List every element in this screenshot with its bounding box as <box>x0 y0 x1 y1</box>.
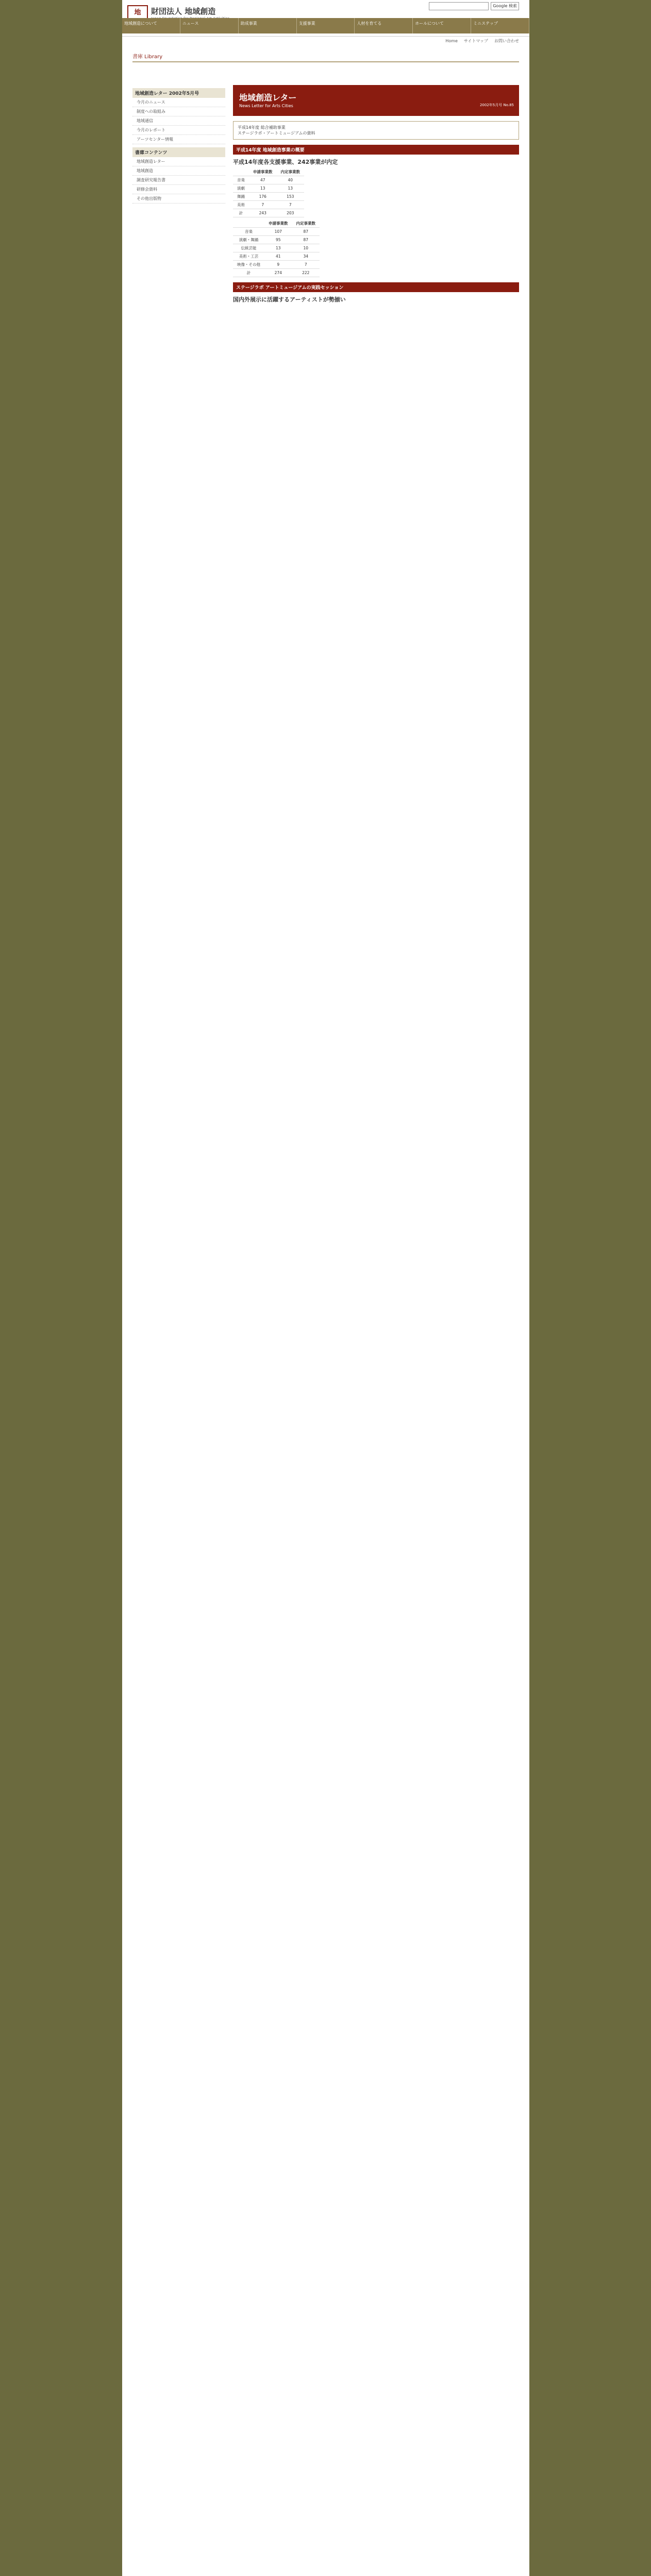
org-name: 財団法人 地域創造 <box>151 6 216 16</box>
section-heading: ステージラボ アートミュージアムの実践セッション <box>233 282 519 292</box>
sidebar-item[interactable]: アーツセンター情報 <box>132 135 225 144</box>
letter-banner <box>233 85 519 116</box>
table-row: 美術 7 7 <box>233 201 304 209</box>
site-header <box>122 0 529 37</box>
gnav-item[interactable]: 地域創造について <box>122 18 180 33</box>
table-row: 計 243 203 <box>233 209 304 217</box>
subnav-home[interactable]: Home <box>445 39 458 43</box>
page <box>122 0 529 2576</box>
search-box <box>429 2 519 10</box>
search-button[interactable]: Google 検索 <box>491 2 519 10</box>
table-header: 内定事業数 <box>277 168 305 176</box>
sidebar-item[interactable]: 地域創造レター <box>132 157 225 166</box>
gnav-item[interactable]: ニュース <box>180 18 239 33</box>
table-row: 音楽 47 40 <box>233 176 304 184</box>
banner-meta: 2002年5月号 No.85 <box>479 103 514 107</box>
gnav-item[interactable]: 支援事業 <box>297 18 355 33</box>
sidebar-heading: 地域創造レター 2002年5月号 <box>132 88 225 98</box>
data-table <box>233 219 320 277</box>
section-heading: 平成14年度 地域創造事業の概要 <box>233 145 519 155</box>
topic-link[interactable]: 平成14年度 総合補助事業 <box>238 125 286 130</box>
table-row: 映像・その他 9 7 <box>233 261 320 269</box>
sidebar-item[interactable]: 今月のニュース <box>132 98 225 107</box>
sidebar-heading: 書庫コンテンツ <box>132 147 225 157</box>
table-row: 演劇 13 13 <box>233 184 304 193</box>
gnav-item[interactable]: 人材を育てる <box>355 18 413 33</box>
main-content <box>233 85 519 306</box>
subnav-sitemap[interactable]: サイトマップ <box>463 39 488 43</box>
table-row: 美術・工芸 41 34 <box>233 252 320 261</box>
sidebar-item[interactable]: 制度への取組み <box>132 107 225 116</box>
table-row: 伝統芸能 13 10 <box>233 244 320 252</box>
table-row: 音楽 107 87 <box>233 228 320 236</box>
table-row: 計 274 222 <box>233 269 320 277</box>
table-header: 内定事業数 <box>292 219 320 228</box>
section-title: 国内外展示に活躍するアーティストが勢揃い <box>233 296 346 303</box>
banner-title: 地域創造レター <box>239 93 297 103</box>
subnav-contact[interactable]: お問い合わせ <box>494 39 519 43</box>
global-nav <box>122 18 529 33</box>
table-header: 申請事業数 <box>264 219 292 228</box>
sidebar-item[interactable]: 地域通信 <box>132 116 225 126</box>
data-table <box>233 168 304 217</box>
logo-mark-icon: 地 <box>127 5 148 21</box>
topic-link[interactable]: ステージラボ・アートミュージアムの資料 <box>238 131 315 135</box>
sidebar-item[interactable]: その他出版物 <box>132 194 225 204</box>
left-sidebar <box>132 85 225 204</box>
section-title: 平成14年度各支援事業、242事業が内定 <box>233 159 338 165</box>
breadcrumb: 書庫 Library <box>132 52 519 62</box>
table-row: 舞踊 176 153 <box>233 193 304 201</box>
gnav-item[interactable]: ミニステップ <box>471 18 529 33</box>
sidebar-item[interactable]: 地域創造 <box>132 166 225 176</box>
banner-subtitle: News Letter for Arts Cities <box>239 104 293 108</box>
topics-box <box>233 121 519 140</box>
sidebar-item[interactable]: 研修会資料 <box>132 185 225 194</box>
table-header: 申請事業数 <box>249 168 277 176</box>
table-row: 演劇・舞踊 95 87 <box>233 236 320 244</box>
sidebar-item[interactable]: 調査研究報告書 <box>132 176 225 185</box>
sidebar-item[interactable]: 今月のレポート <box>132 126 225 135</box>
gnav-item[interactable]: ホールについて <box>413 18 471 33</box>
gnav-item[interactable]: 助成事業 <box>239 18 297 33</box>
sub-nav <box>122 37 529 46</box>
search-input[interactable] <box>429 2 489 10</box>
